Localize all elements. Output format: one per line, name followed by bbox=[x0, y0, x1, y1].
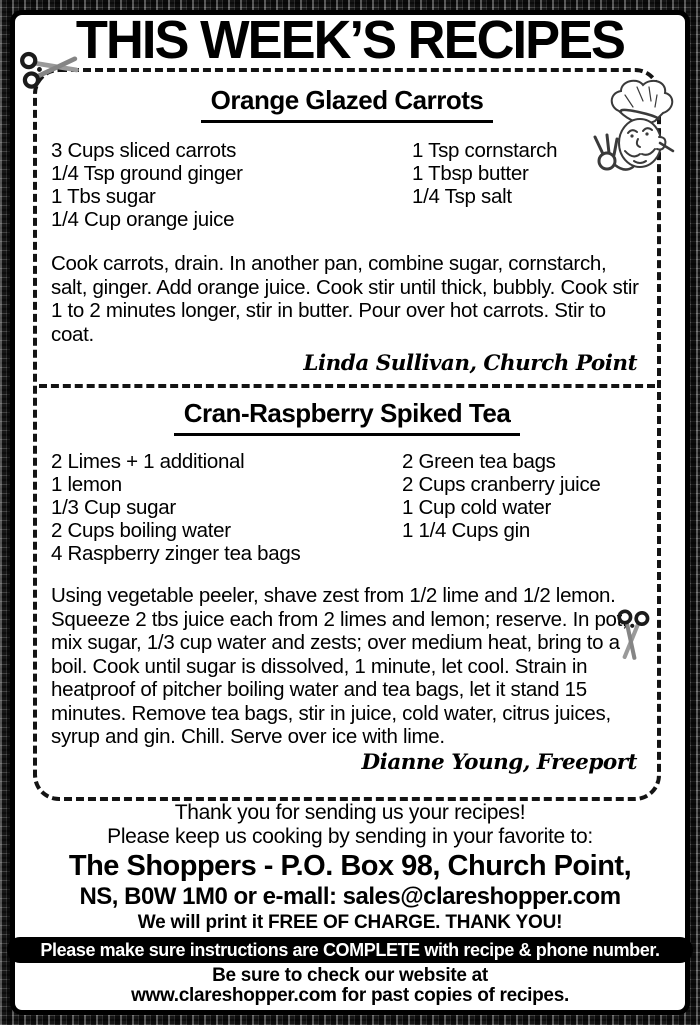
ingredient-item: 3 Cups sliced carrots bbox=[51, 139, 237, 162]
ingredient-item: 1 1/4 Cups gin bbox=[402, 519, 530, 542]
ingredient-item: 4 Raspberry zinger tea bags bbox=[51, 542, 301, 565]
ingredient-item: 1 Cup cold water bbox=[402, 496, 552, 519]
thanks-line: Thank you for sending us your recipes! bbox=[174, 801, 526, 824]
clip-out-coupon-box bbox=[33, 68, 661, 801]
scissors-icon bbox=[17, 41, 84, 100]
ingredient-item: 1/4 Tsp ground ginger bbox=[51, 162, 243, 185]
page-title: THIS WEEK’S RECIPES bbox=[75, 10, 625, 70]
mailing-address-line: The Shoppers - P.O. Box 98, Church Point, bbox=[68, 850, 632, 882]
ingredients-left-column bbox=[51, 139, 412, 231]
ingredient-item: 2 Green tea bags bbox=[402, 450, 556, 473]
ingredient-item: 2 Limes + 1 additional bbox=[51, 450, 245, 473]
instructions-complete-banner: Please make sure instructions are COMPLETE with recipe & phone number. bbox=[7, 937, 693, 963]
ingredient-item: 2 Cups cranberry juice bbox=[402, 473, 601, 496]
footer bbox=[15, 801, 685, 1006]
ingredient-item: 1/4 Cup orange juice bbox=[51, 208, 235, 231]
recipe-instructions: Cook carrots, drain. In another pan, combine sugar, cornstarch, salt, ginger. Add orange juice. Cook stir until thick, bubbly. Cook stir 1 to 2 minutes longer, stir in butter. Pour over hot carrots. Stir to coat. bbox=[51, 252, 639, 346]
recipe-orange-glazed-carrots bbox=[37, 72, 657, 376]
website-note-line2: www.clareshopper.com for past copies of recipes. bbox=[131, 985, 569, 1006]
paper-sheet bbox=[10, 10, 690, 1015]
recipe-attribution: Dianne Young, Freeport bbox=[361, 749, 637, 775]
scissors-icon bbox=[604, 607, 653, 663]
ingredients-right-column bbox=[402, 450, 643, 565]
ingredient-item: 1 Tbsp butter bbox=[412, 162, 529, 185]
keep-cooking-line: Please keep us cooking by sending in your favorite to: bbox=[107, 825, 593, 848]
ingredients-columns bbox=[51, 139, 643, 231]
ingredient-item: 1 Tbs sugar bbox=[51, 185, 156, 208]
recipe-cran-raspberry-spiked-tea bbox=[37, 388, 657, 775]
email-contact-line: NS, B0W 1M0 or e-mall: sales@clareshopper.com bbox=[79, 883, 621, 910]
ingredients-columns bbox=[51, 450, 643, 565]
recipe-title: Cran-Raspberry Spiked Tea bbox=[174, 398, 521, 436]
ingredients-left-column bbox=[51, 450, 402, 565]
ingredient-item: 1/3 Cup sugar bbox=[51, 496, 176, 519]
ingredient-item: 1 Tsp cornstarch bbox=[412, 139, 558, 162]
ingredient-item: 2 Cups boiling water bbox=[51, 519, 231, 542]
ingredient-item: 1 lemon bbox=[51, 473, 122, 496]
recipe-title: Orange Glazed Carrots bbox=[201, 85, 494, 123]
chef-icon bbox=[585, 77, 683, 210]
ingredient-item: 1/4 Tsp salt bbox=[412, 185, 512, 208]
free-of-charge-line: We will print it FREE OF CHARGE. THANK YOU! bbox=[137, 912, 563, 933]
website-note-line1: Be sure to check our website at bbox=[212, 965, 488, 986]
recipe-attribution: Linda Sullivan, Church Point bbox=[303, 351, 637, 376]
recipe-instructions: Using vegetable peeler, shave zest from 1/2 lime and 1/2 lemon. Squeeze 2 tbs juice each from 2 limes and lemon; reserve. In pot, mix sugar, 1/3 cup water and zests; over medium heat, bring to a boil. Cook until sugar is dissolved, 1 minute, let cool. Strain in heatproof of pitcher boiling water and tea bags, let it stand 15 minutes. Remove tea bags, stir in juice, cold water, citrus juices, syrup and gin. Chill. Serve over ice with lime. bbox=[51, 584, 628, 748]
